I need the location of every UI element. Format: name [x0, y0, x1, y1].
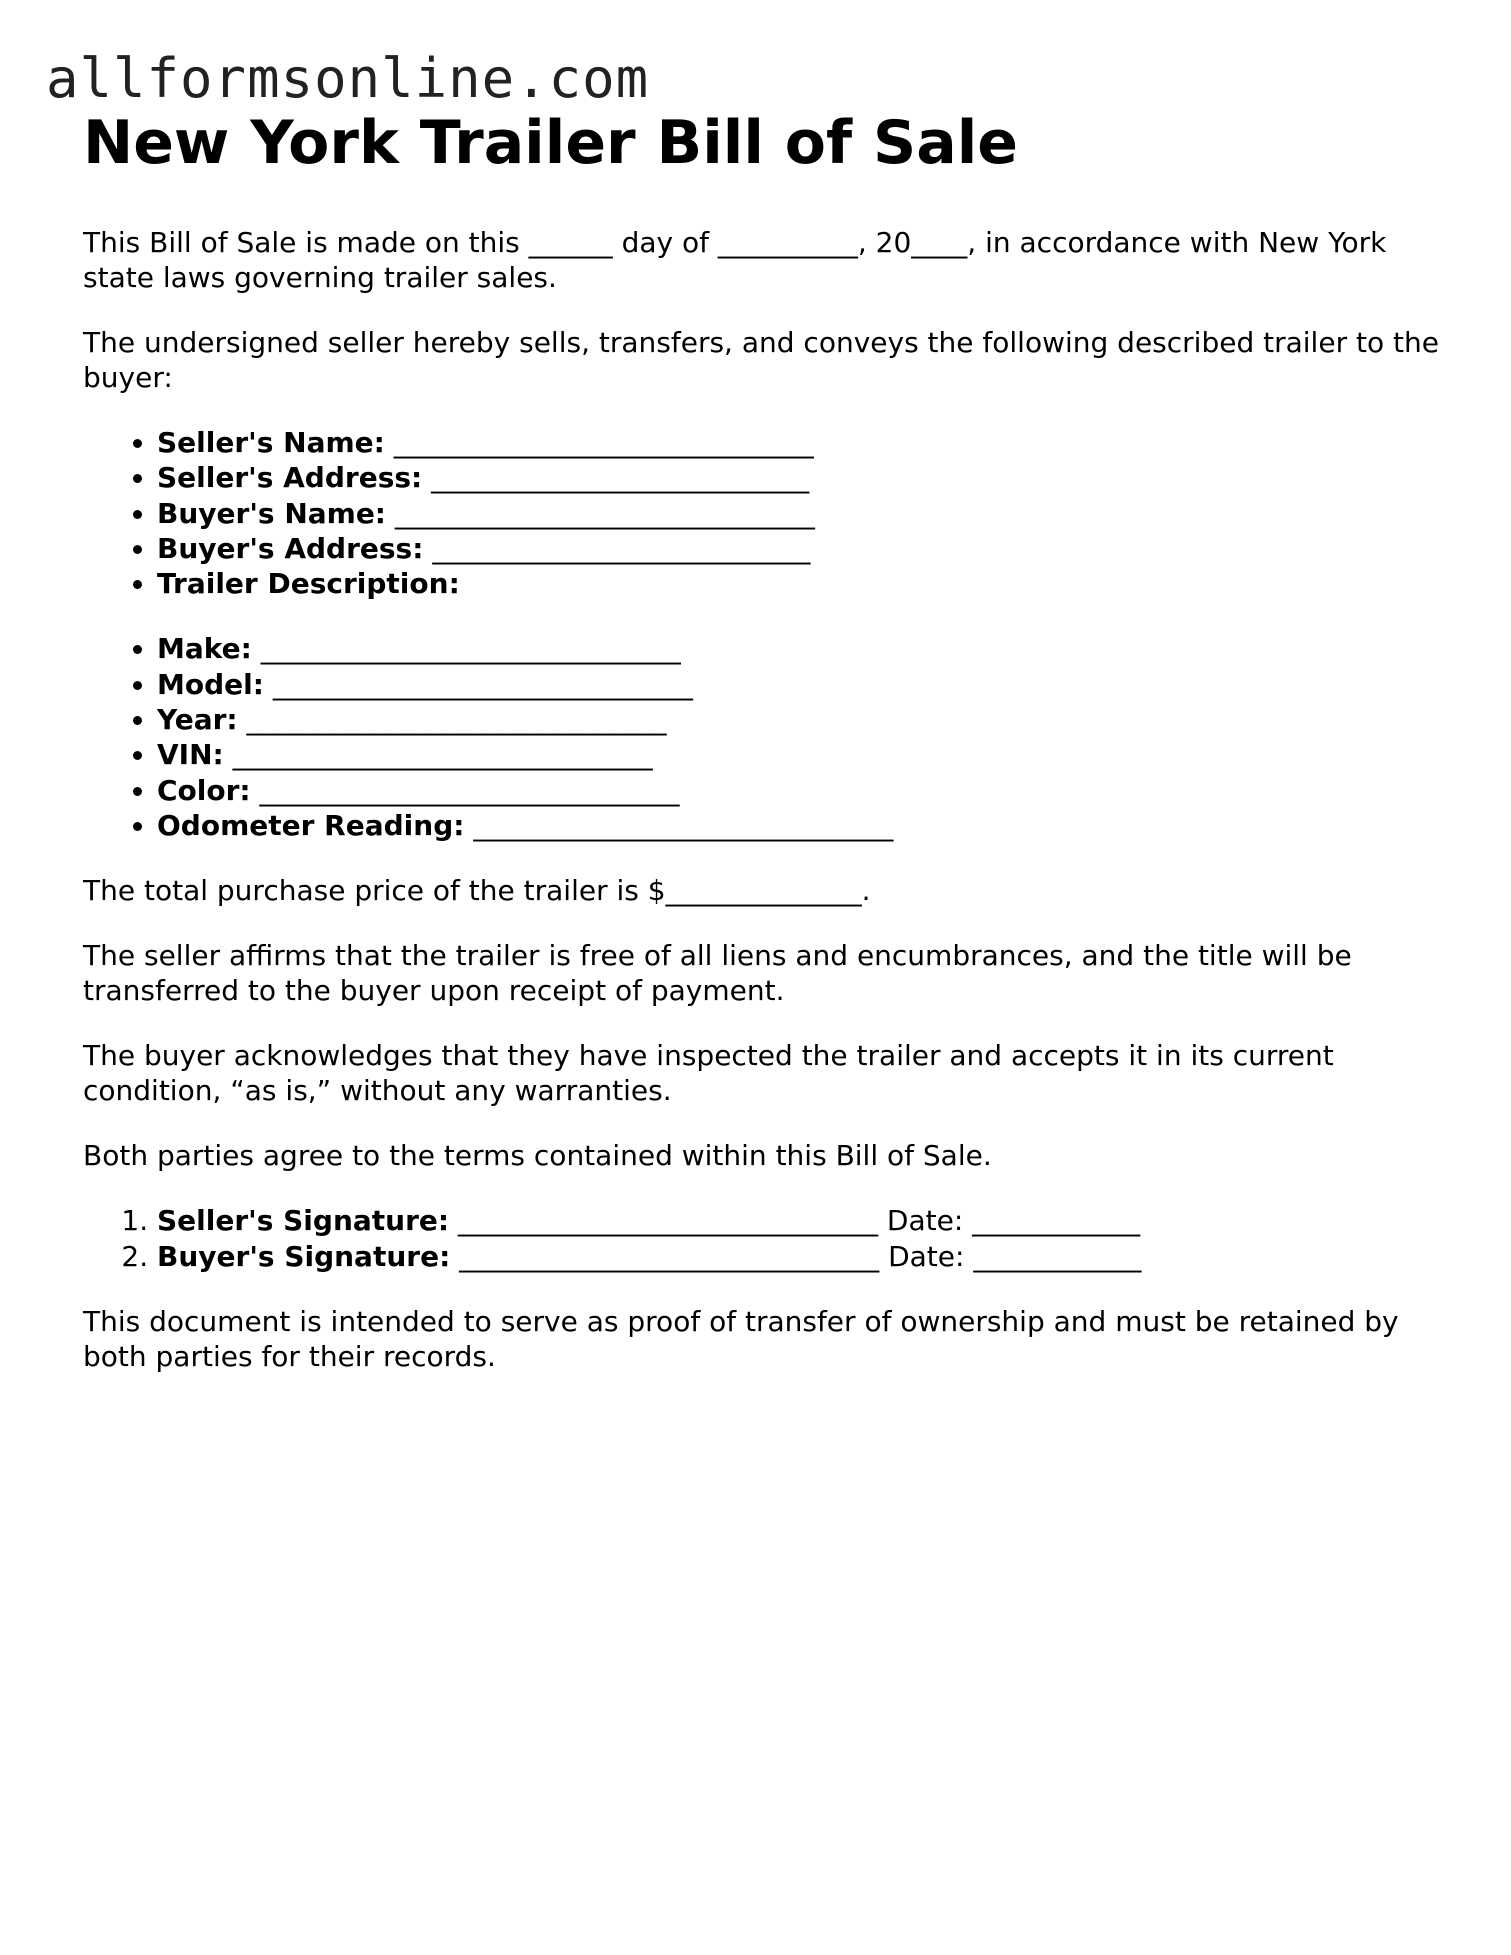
- agreement-paragraph: Both parties agree to the terms contained within this Bill of Sale.: [83, 1139, 992, 1173]
- transfer-statement: The undersigned seller hereby sells, transfers, and conveys the following described trailer to the buyer:: [83, 326, 1439, 394]
- field-label-year: Year:: [157, 703, 238, 737]
- list-item: [157, 773, 1443, 808]
- list-item: [157, 1203, 1443, 1238]
- field-blank-buyer-name: ______________________________: [394, 496, 815, 530]
- list-item: [157, 737, 1443, 772]
- list-item: [157, 702, 1443, 737]
- liens-paragraph: The seller affirms that the trailer is free of all liens and encumbrances, and the title will be transferred to the buyer upon receipt of payment.: [83, 939, 1352, 1008]
- buyer-signature-blank: ______________________________: [459, 1239, 880, 1273]
- seller-date-blank: ____________: [972, 1204, 1141, 1238]
- list-item: [157, 667, 1443, 702]
- seller-signature-blank: ______________________________: [458, 1204, 878, 1238]
- list-item: [157, 531, 1443, 566]
- field-blank-seller-address: ___________________________: [431, 461, 810, 495]
- list-item: [157, 808, 1443, 843]
- seller-date-label: Date:: [886, 1204, 964, 1238]
- seller-signature-label: Seller's Signature:: [157, 1204, 450, 1238]
- buyer-date-blank: ____________: [973, 1239, 1142, 1273]
- field-blank-make: ______________________________: [260, 632, 681, 666]
- field-blank-vin: ______________________________: [232, 738, 653, 772]
- field-blank-color: ______________________________: [259, 773, 680, 807]
- trailer-details-list: [83, 631, 1443, 843]
- field-blank-model: ______________________________: [272, 667, 693, 701]
- list-item: [157, 1239, 1443, 1274]
- field-label-model: Model:: [157, 667, 264, 701]
- closing-paragraph: This document is intended to serve as proof of transfer of ownership and must be retained by both parties for their records.: [83, 1304, 1399, 1373]
- field-label-color: Color:: [157, 773, 251, 807]
- as-is-paragraph: The buyer acknowledges that they have inspected the trailer and accepts it in its current condition, “as is,” without any warranties.: [83, 1039, 1334, 1108]
- list-item: [157, 631, 1443, 666]
- field-label-buyer-name: Buyer's Name:: [157, 496, 387, 530]
- field-blank-buyer-address: ___________________________: [432, 531, 811, 565]
- list-item: [157, 460, 1443, 495]
- field-label-trailer-description: Trailer Description:: [157, 567, 460, 601]
- buyer-signature-label: Buyer's Signature:: [157, 1239, 451, 1273]
- document-page: [83, 104, 1443, 1374]
- field-label-vin: VIN:: [157, 738, 224, 772]
- field-label-seller-name: Seller's Name:: [157, 426, 385, 459]
- field-label-make: Make:: [157, 632, 252, 666]
- site-watermark: allformsonline.com: [46, 47, 650, 110]
- field-blank-odometer: ______________________________: [473, 808, 894, 842]
- field-label-odometer: Odometer Reading:: [157, 808, 465, 842]
- field-label-seller-address: Seller's Address:: [157, 461, 423, 495]
- parties-list: [83, 425, 1443, 601]
- intro-paragraph: This Bill of Sale is made on this ______ day of __________, 20____, in accordance with New York state laws governing trailer sales.: [83, 226, 1387, 294]
- price-paragraph: The total purchase price of the trailer is $______________.: [83, 874, 871, 908]
- field-label-buyer-address: Buyer's Address:: [157, 531, 424, 565]
- field-blank-year: ______________________________: [246, 703, 667, 737]
- buyer-date-label: Date:: [888, 1239, 965, 1273]
- list-item: [157, 425, 1443, 460]
- list-item: [157, 566, 1443, 601]
- signatures-list: [83, 1203, 1443, 1274]
- field-blank-seller-name: ______________________________: [393, 426, 814, 459]
- list-item: [157, 496, 1443, 531]
- document-title: New York Trailer Bill of Sale: [83, 108, 1018, 178]
